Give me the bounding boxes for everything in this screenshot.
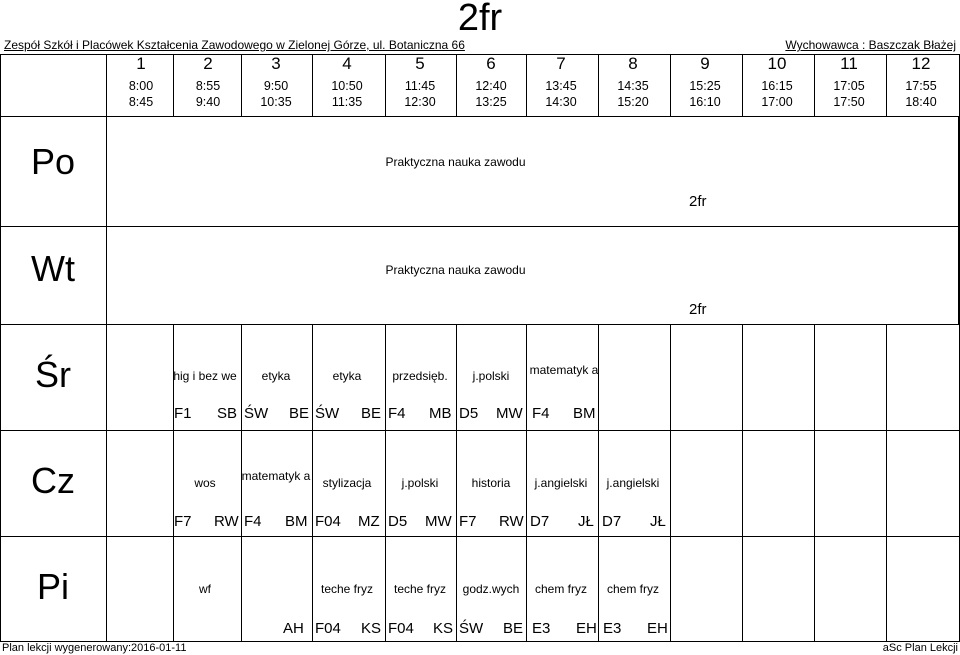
lesson-subject: stylizacja xyxy=(322,476,372,490)
lesson-room: F7 xyxy=(174,513,192,530)
homeroom-teacher: Wychowawca : Baszczak Błażej xyxy=(785,38,956,52)
lesson-room: F04 xyxy=(315,513,341,530)
period-number: 4 xyxy=(342,54,352,73)
period-end: 10:35 xyxy=(260,95,292,109)
period-start: 8:00 xyxy=(128,79,154,93)
lesson-room: F4 xyxy=(244,513,262,530)
period-end: 16:10 xyxy=(689,95,721,109)
lesson-teacher: BE xyxy=(361,405,382,422)
lesson-teacher: BM xyxy=(285,513,308,530)
lesson-subject: godz.wych xyxy=(462,582,520,596)
day-label-thursday: Cz xyxy=(31,460,75,501)
period-start: 12:40 xyxy=(475,79,507,93)
group-label-monday: 2fr xyxy=(689,193,707,210)
period-time xyxy=(456,78,526,110)
lesson-subject: teche fryz xyxy=(393,582,447,596)
lesson-teacher: MW xyxy=(496,405,523,422)
lesson-teacher: RW xyxy=(499,513,524,530)
period-start: 10:50 xyxy=(331,79,363,93)
period-number: 5 xyxy=(415,54,425,73)
period-end: 12:30 xyxy=(404,95,436,109)
lesson-teacher: BE xyxy=(503,620,524,637)
period-number: 8 xyxy=(628,54,638,73)
lesson-teacher: MW xyxy=(425,513,452,530)
period-number: 7 xyxy=(556,54,566,73)
lesson-subject: j.angielski xyxy=(534,476,588,490)
lesson-teacher: EH xyxy=(647,620,668,637)
period-number: 11 xyxy=(840,54,858,73)
lesson-subject: wos xyxy=(194,476,216,490)
period-start: 17:05 xyxy=(833,79,865,93)
period-number: 2 xyxy=(203,54,213,73)
period-end: 15:20 xyxy=(617,95,649,109)
period-time xyxy=(742,78,812,110)
lesson-teacher: SB xyxy=(217,405,238,422)
period-number: 12 xyxy=(911,54,931,73)
period-time xyxy=(814,78,884,110)
lesson-room: ŚW xyxy=(244,405,269,422)
period-end: 8:45 xyxy=(128,95,154,109)
timetable-grid xyxy=(0,54,960,642)
generated-date: Plan lekcji wygenerowany:2016-01-11 xyxy=(2,642,187,654)
lesson-teacher: KS xyxy=(361,620,382,637)
lesson-subject: chem fryz xyxy=(534,582,587,596)
day-label-tuesday: Wt xyxy=(31,248,75,289)
period-number: 9 xyxy=(700,54,710,73)
period-start: 16:15 xyxy=(761,79,793,93)
lesson-room: F04 xyxy=(388,620,414,637)
lesson-subject: j.angielski xyxy=(606,476,660,490)
lesson-subject: etyka xyxy=(332,369,362,383)
period-time xyxy=(106,78,176,110)
period-time xyxy=(241,78,311,110)
lesson-teacher: MB xyxy=(429,405,452,422)
lesson-teacher: MZ xyxy=(358,513,380,530)
day-label-friday: Pi xyxy=(36,566,69,607)
lesson-teacher: JŁ xyxy=(578,513,594,530)
school-name: Zespół Szkół i Placówek Kształcenia Zawodowego w Zielonej Górze, ul. Botaniczna 66 xyxy=(4,38,465,52)
period-start: 17:55 xyxy=(905,79,937,93)
lesson-room: D7 xyxy=(530,513,550,530)
lesson-room: E3 xyxy=(603,620,622,637)
period-start: 14:35 xyxy=(617,79,649,93)
day-label-wednesday: Śr xyxy=(35,354,71,395)
lesson-room: D5 xyxy=(459,405,479,422)
lesson-teacher: JŁ xyxy=(650,513,666,530)
period-number: 3 xyxy=(271,54,281,73)
period-end: 17:00 xyxy=(761,95,793,109)
period-number: 6 xyxy=(486,54,496,73)
lesson-subject: hig i bez we xyxy=(173,369,237,383)
period-number: 10 xyxy=(767,54,787,73)
lesson-room: ŚW xyxy=(315,405,340,422)
lesson-full-day-monday: Praktyczna nauka zawodu xyxy=(385,155,526,169)
period-start: 8:55 xyxy=(195,79,221,93)
lesson-subject: j.polski xyxy=(401,476,439,490)
period-end: 9:40 xyxy=(195,95,221,109)
lesson-room: ŚW xyxy=(459,620,484,637)
group-label-tuesday: 2fr xyxy=(689,301,707,318)
period-time xyxy=(670,78,740,110)
lesson-subject: matematyk a xyxy=(241,469,311,483)
period-time xyxy=(385,78,455,110)
lesson-teacher: EH xyxy=(576,620,597,637)
software-credit: aSc Plan Lekcji xyxy=(882,642,958,654)
lesson-room: F4 xyxy=(388,405,406,422)
lesson-room: F4 xyxy=(532,405,550,422)
period-time xyxy=(598,78,668,110)
period-end: 18:40 xyxy=(905,95,937,109)
period-start: 13:45 xyxy=(545,79,577,93)
day-label-monday: Po xyxy=(30,141,76,182)
lesson-full-day-tuesday: Praktyczna nauka zawodu xyxy=(385,263,526,277)
lesson-room: F1 xyxy=(174,405,192,422)
lesson-teacher: AH xyxy=(283,620,304,637)
period-start: 11:45 xyxy=(404,79,436,93)
period-start: 15:25 xyxy=(689,79,721,93)
page-title: 2fr xyxy=(457,0,503,39)
period-end: 17:50 xyxy=(833,95,865,109)
lesson-room: D7 xyxy=(602,513,622,530)
lesson-subject: chem fryz xyxy=(606,582,659,596)
period-time xyxy=(312,78,382,110)
lesson-subject: wf xyxy=(199,582,211,596)
lesson-teacher: KS xyxy=(433,620,454,637)
lesson-room: F04 xyxy=(315,620,341,637)
lesson-subject: j.polski xyxy=(472,369,510,383)
lesson-teacher: BM xyxy=(573,405,596,422)
lesson-subject: etyka xyxy=(261,369,291,383)
lesson-subject: teche fryz xyxy=(320,582,374,596)
lesson-teacher: BE xyxy=(289,405,310,422)
lesson-subject: historia xyxy=(471,476,511,490)
lesson-subject: matematyk a xyxy=(529,363,599,377)
period-end: 13:25 xyxy=(475,95,507,109)
lesson-room: E3 xyxy=(532,620,551,637)
period-number: 1 xyxy=(136,54,146,73)
period-time xyxy=(173,78,243,110)
period-end: 14:30 xyxy=(545,95,577,109)
period-time xyxy=(526,78,596,110)
period-end: 11:35 xyxy=(331,95,363,109)
period-start: 9:50 xyxy=(263,79,289,93)
lesson-room: D5 xyxy=(388,513,408,530)
lesson-subject: przedsięb. xyxy=(392,369,448,383)
period-time xyxy=(886,78,956,110)
lesson-room: F7 xyxy=(459,513,477,530)
lesson-teacher: RW xyxy=(214,513,239,530)
